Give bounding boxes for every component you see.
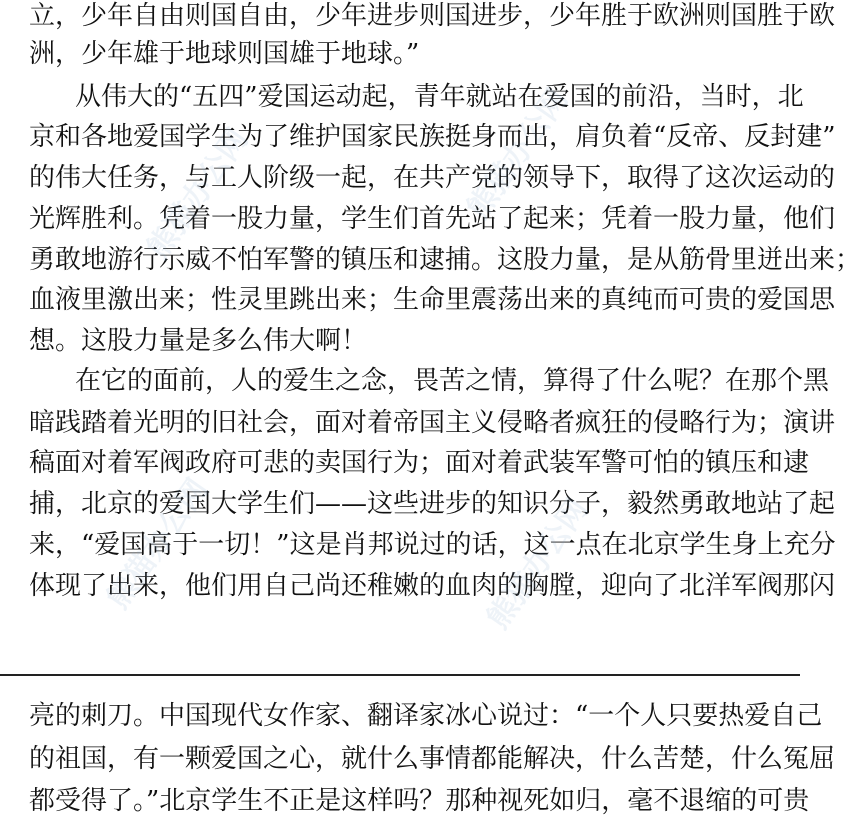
text-line: 从伟大的“五四”爱国运动起，青年就站在爱国的前沿，当时，北 [75,82,804,112]
text-line: 暗践踏着光明的旧社会，面对着帝国主义侵略者疯狂的侵略行为；演讲 [29,408,836,438]
text-line: 血液里激出来；性灵里跳出来；生命里震荡出来的真纯而可贵的爱国思 [29,285,836,315]
text-line: 洲，少年雄于地球则国雄于地球。” [29,39,420,69]
text-line: 亮的刺刀。中国现代女作家、翻译家冰心说过：“一个人只要热爱自己 [29,701,823,731]
text-line: 在它的面前，人的爱生之念，畏苦之情，算得了什么呢？在那个黑 [75,366,830,396]
watermark: 熊猫办公网 [480,492,596,636]
text-line: 想。这股力量是多么伟大啊！ [29,326,368,356]
text-line: 立，少年自由则国自由，少年进步则国进步，少年胜于欧洲则国胜于欧 [29,1,836,31]
text-line: 的伟大任务，与工人阶级一起，在共产党的领导下，取得了这次运动的 [29,163,836,193]
text-line: 勇敢地游行示威不怕军警的镇压和逮捕。这股力量，是从筋骨里迸出来； [29,245,861,275]
text-line: 体现了出来，他们用自己尚还稚嫩的血肉的胸膛，迎向了北洋军阀那闪 [29,571,836,601]
watermark: 熊猫办公网 [100,472,216,616]
document-page-lower [0,681,836,816]
page-divider [0,674,800,676]
text-line: 稿面对着军阀政府可悲的卖国行为；面对着武装军警可怕的镇压和逮 [29,448,810,478]
watermark: 熊猫办公网 [140,122,256,266]
watermark: 熊猫办公网 [460,82,576,226]
text-line: 都受得了。”北京学生不正是这样吗？那种视死如归，毫不退缩的可贵 [29,786,810,816]
text-line: 的祖国，有一颗爱国之心，就什么事情都能解决，什么苦楚，什么冤屈 [29,744,836,774]
text-line: 捕，北京的爱国大学生们——这些进步的知识分子，毅然勇敢地站了起 [29,489,836,519]
text-line: 光辉胜利。凭着一股力量，学生们首先站了起来；凭着一股力量，他们 [29,204,836,234]
text-line: 来，“爱国高于一切！”这是肖邦说过的话，这一点在北京学生身上充分 [29,530,836,560]
text-line: 京和各地爱国学生为了维护国家民族挺身而出，肩负着“反帝、反封建” [29,122,836,152]
